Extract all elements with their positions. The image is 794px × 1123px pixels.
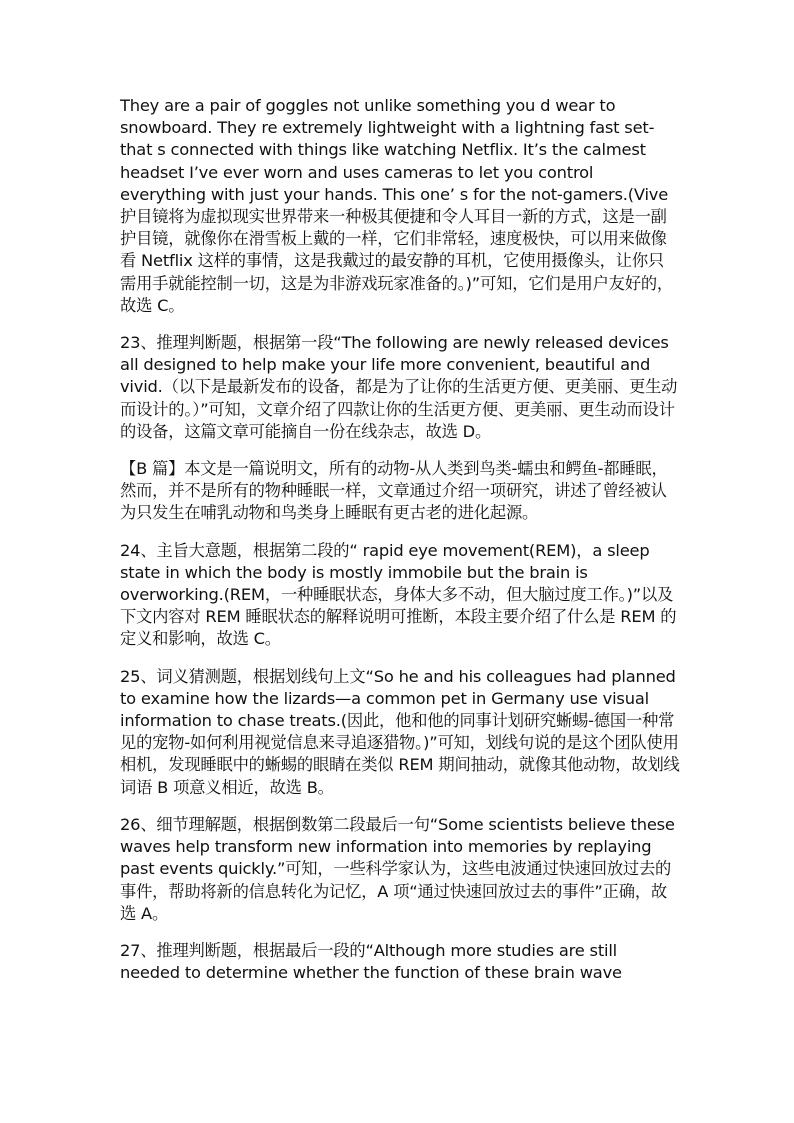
document-page <box>120 95 680 984</box>
paragraph-question-26: 26、细节理解题，根据倒数第二段最后一句“Some scientists believe these waves help transform new information into memories by replaying past events quickly.”可知，一些科学家认为，这些电波通过快速回放过去的事件，帮助将新的信息转化为记忆，A 项“通过快速回放过去的事件”正确，故选 A。 <box>120 814 675 923</box>
paragraph-vive-goggles: They are a pair of goggles not unlike something you d wear to snowboard. They re extremely lightweight with a lightning fast set-that s connected with things like watching Netflix. It’s the calmest headset I’ve ever worn and uses cameras to let you control everything with just your hands. This one’ s for the not-gamers.(Vive护目镜将为虚拟现实世界带来一种极其便捷和令人耳目一新的方式，这是一副护目镜，就像你在滑雪板上戴的一样，它们非常轻，速度极快，可以用来做像看 Netflix 这样的事情，这是我戴过的最安静的耳机，它使用摄像头，让你只需用手就能控制一切，这是为非游戏玩家准备的。)”可知，它们是用户友好的，故选 C。 <box>120 96 674 315</box>
paragraph-passage-b-summary: 【B 篇】本文是一篇说明文，所有的动物-从人类到鸟类-蠕虫和鳄鱼-都睡眠，然而，并不是所有的物种睡眠一样，文章通过介绍一项研究，讲述了曾经被认为只发生在哺乳动物和鸟类身上睡眠有更古老的进化起源。 <box>120 459 668 523</box>
paragraph-question-24: 24、主旨大意题，根据第二段的“ rapid eye movement(REM)，a sleep state in which the body is mostly immobile but the brain is overworking.(REM，一种睡眠状态，身体大多不动，但大脑过度工作。)”以及下文内容对 REM 睡眠状态的解释说明可推断，本段主要介绍了什么是 REM 的定义和影响，故选 C。 <box>120 540 677 649</box>
paragraph-question-23: 23、推理判断题，根据第一段“The following are newly released devices all designed to help make your life more convenient, beautiful and vivid.（以下是最新发布的设备，都是为了让你的生活更方便、更美丽、更生动而设计的。）”可知，文章介绍了四款让你的生活更方便、更美丽、更生动而设计的设备，这篇文章可能摘自一份在线杂志，故选 D。 <box>120 333 678 441</box>
paragraph-question-25: 25、词义猜测题，根据划线句上文“So he and his colleagues had planned to examine how the lizards—a common pet in Germany use visual information to chase treats.(因此，他和他的同事计划研究蜥蜴-德国一种常见的宠物-如何利用视觉信息来寻追逐猎物。)”可知，划线句说的是这个团队使用相机，发现睡眠中的蜥蜴的眼睛在类似 REM 期间抽动，就像其他动物，故划线词语 B 项意义相近，故选 B。 <box>120 666 680 797</box>
paragraph-question-27: 27、推理判断题，根据最后一段的“Although more studies are still needed to determine whether the function of these brain wave <box>120 940 622 983</box>
